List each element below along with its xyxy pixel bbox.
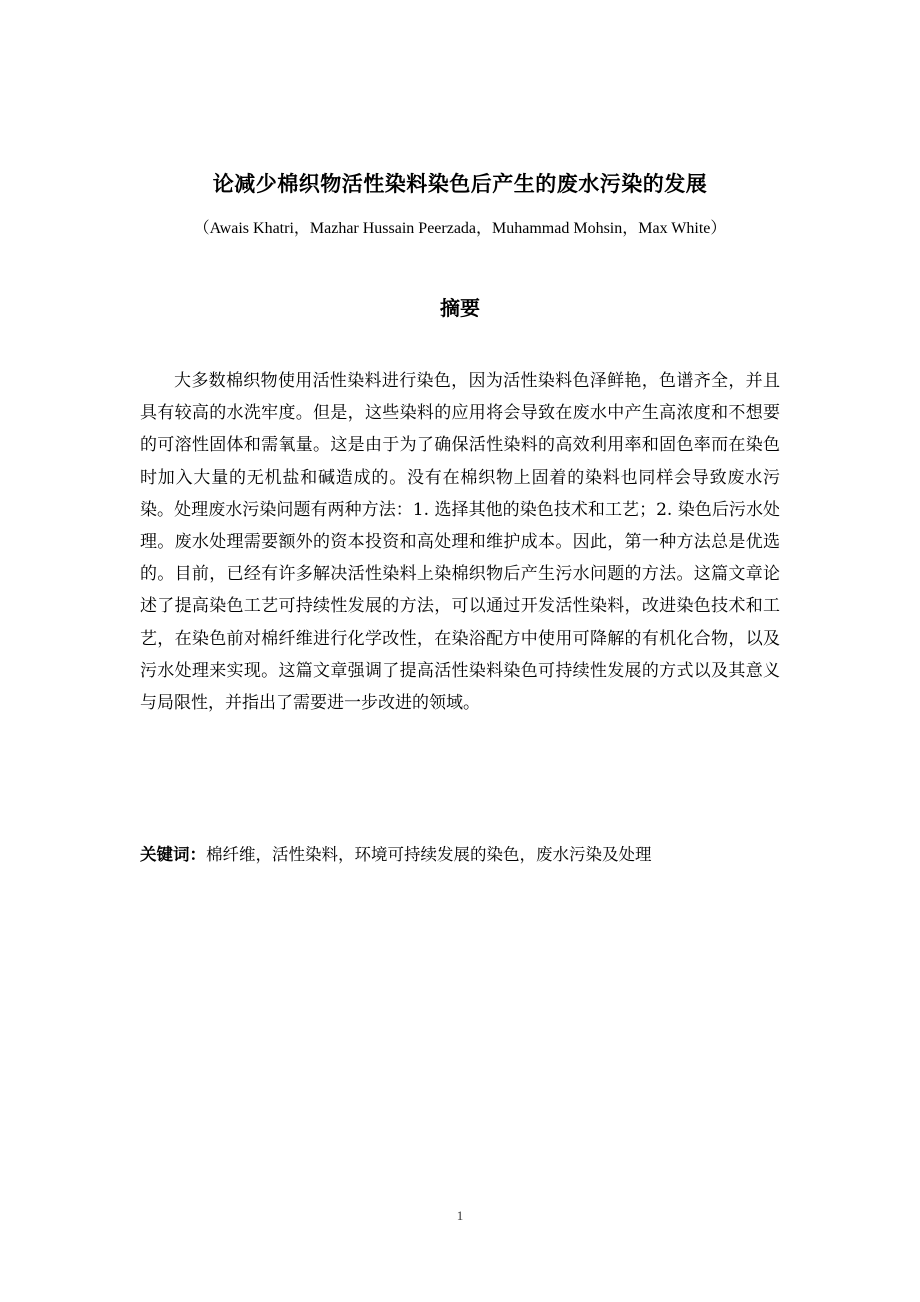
paper-title: 论减少棉织物活性染料染色后产生的废水污染的发展 (212, 172, 708, 196)
abstract-heading: 摘要 (440, 296, 480, 320)
keywords-line (140, 841, 780, 869)
keywords-text: 棉纤维，活性染料，环境可持续发展的染色，废水污染及处理 (206, 845, 652, 864)
author-list: （Awais Khatri，Mazhar Hussain Peerzada，Muhammad Mohsin，Max White） (193, 220, 727, 237)
page-number: 1 (456, 1208, 464, 1223)
keywords-label: 关键词： (140, 845, 206, 864)
abstract-body: 大多数棉织物使用活性染料进行染色，因为活性染料色泽鲜艳，色谱齐全，并且具有较高的水洗牢度。但是，这些染料的应用将会导致在废水中产生高浓度和不想要的可溶性固体和需氧量。这是由于为了确保活性染料的高效利用率和固色率而在染色时加入大量的无机盐和碱造成的。没有在棉织物上固着的染料也同样会导致废水污染。处理废水污染问题有两种方法：1. 选择其他的染色技术和工艺；2. 染色后污水处理。废水处理需要额外的资本投资和高处理和维护成本。因此，第一种方法总是优选的。目前，已经有许多解决活性染料上染棉织物后产生污水问题的方法。这篇文章论述了提高染色工艺可持续性发展的方法，可以通过开发活性染料，改进染色技术和工艺，在染色前对棉纤维进行化学改性，在染浴配方中使用可降解的有机化合物，以及污水处理来实现。这篇文章强调了提高活性染料染色可持续性发展的方式以及其意义与局限性，并指出了需要进一步改进的领域。 (140, 371, 780, 714)
